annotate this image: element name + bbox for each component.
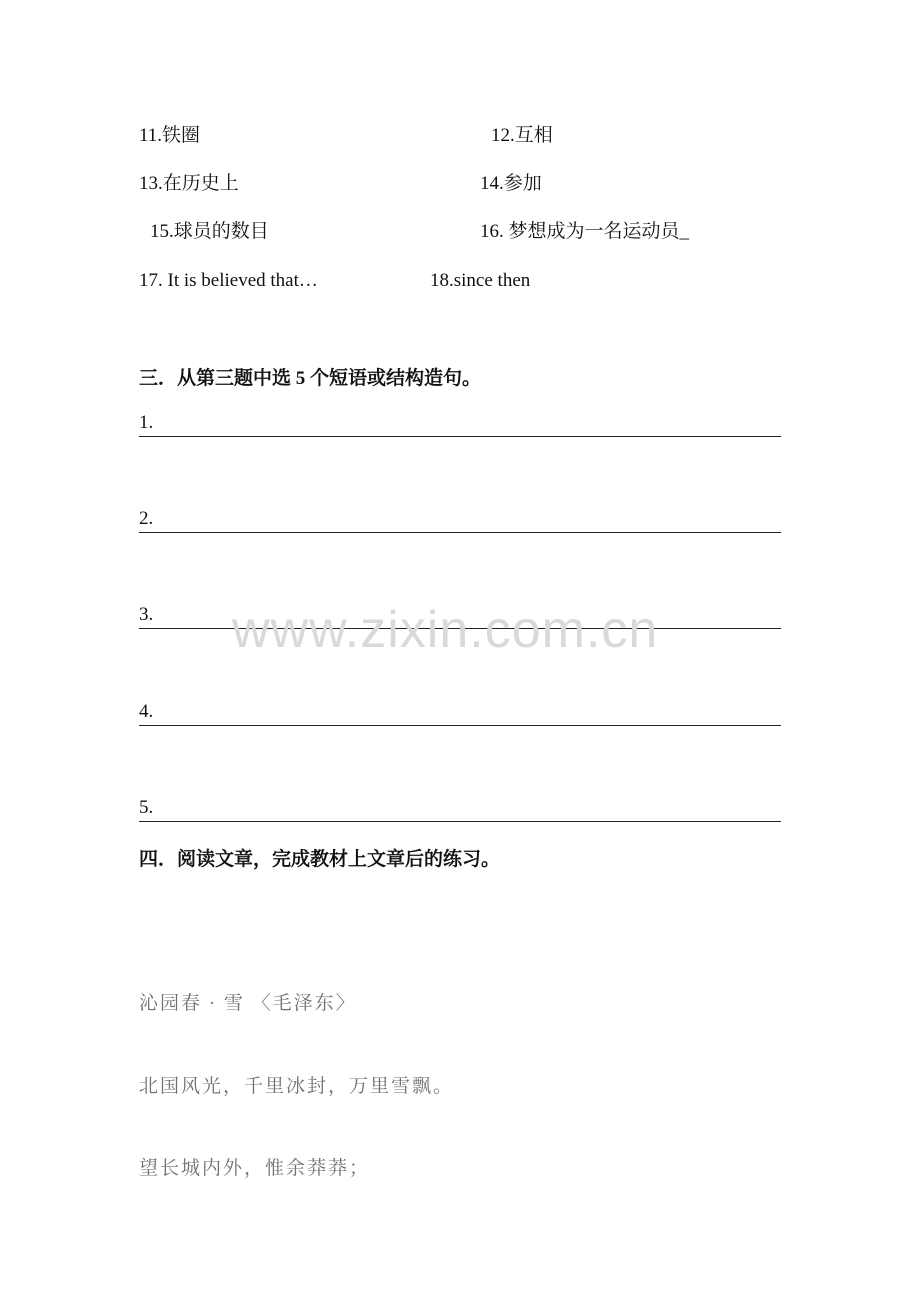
sentence-blank-number: 3.	[139, 604, 154, 625]
poem-line-1: 北国风光，千里冰封，万里雪飘。	[139, 1076, 455, 1097]
sentence-blank-1[interactable]	[139, 410, 781, 437]
watermark: www.zixin.com.cn	[232, 601, 659, 659]
sentence-blank-2[interactable]	[139, 506, 781, 533]
sentence-blank-number: 4.	[139, 701, 154, 722]
poem-line-2: 望长城内外，惟余莽莽；	[139, 1158, 371, 1179]
section-3-heading: 三．从第三题中选 5 个短语或结构造句。	[139, 368, 482, 389]
vocab-item-14: 14.参加	[480, 173, 542, 194]
vocab-item-13: 13.在历史上	[139, 173, 239, 194]
vocab-item-15: 15.球员的数目	[150, 221, 269, 242]
vocab-item-16: 16. 梦想成为一名运动员_	[480, 221, 690, 242]
section-4-heading: 四．阅读文章，完成教材上文章后的练习。	[139, 849, 501, 870]
vocab-item-11: 11.铁圈	[139, 125, 201, 146]
vocab-item-18: 18.since then	[430, 270, 531, 291]
vocab-item-17: 17. It is believed that…	[139, 270, 318, 291]
sentence-blank-number: 5.	[139, 797, 154, 818]
poem-title: 沁园春 · 雪 〈毛泽东〉	[139, 993, 357, 1014]
sentence-blank-4[interactable]	[139, 699, 781, 726]
sentence-blank-number: 2.	[139, 508, 154, 529]
vocab-item-12: 12.互相	[491, 125, 553, 146]
sentence-blank-5[interactable]	[139, 795, 781, 822]
sentence-blank-number: 1.	[139, 412, 154, 433]
